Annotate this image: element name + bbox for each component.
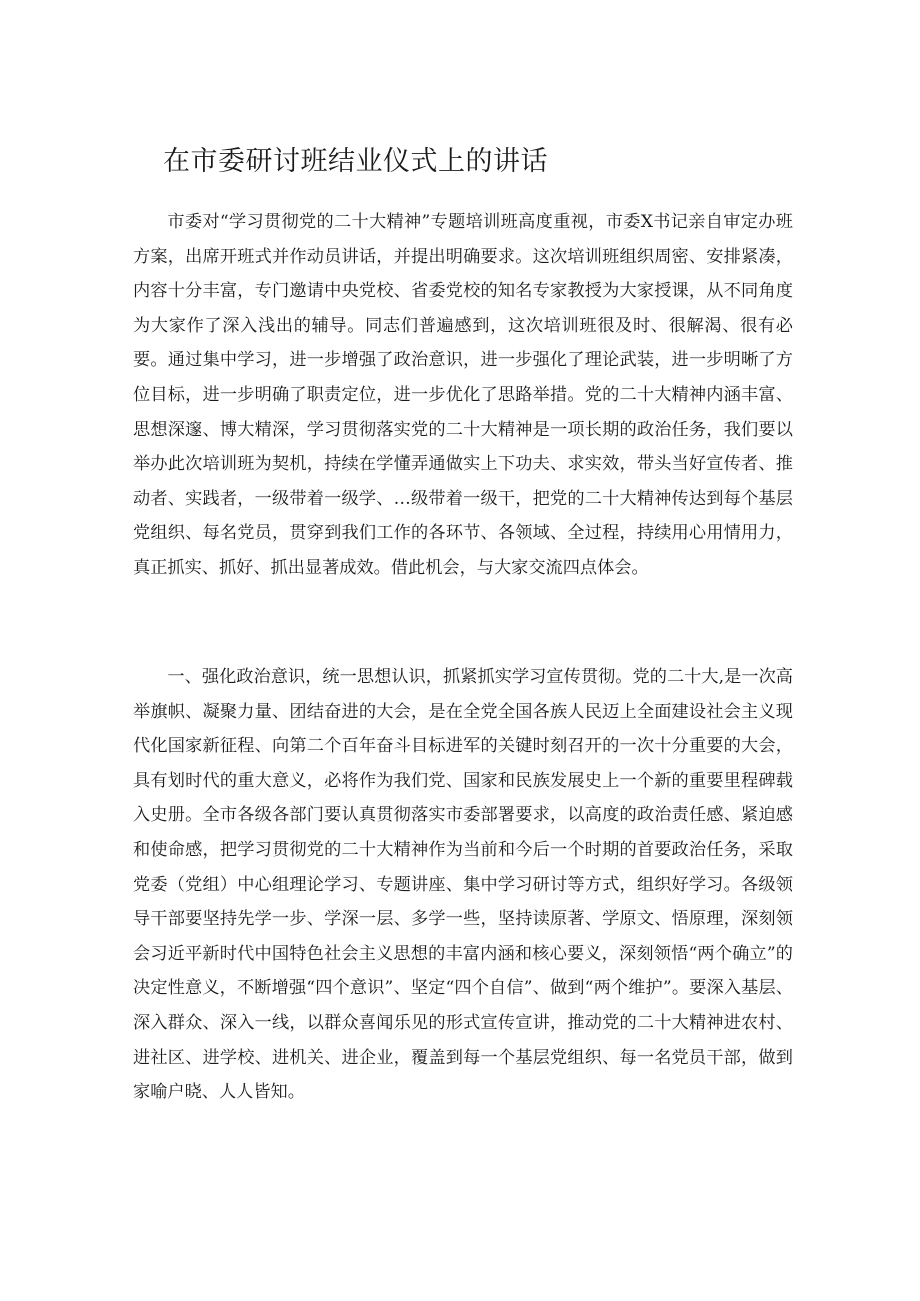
body-paragraph-2: 一、强化政治意识，统一思想认识，抓紧抓实学习宣传贯彻。党的二十大,是一次高举旗帜、凝聚力量、团结奋进的大会，是在全党全国各族人民迈上全面建设社会主义现代化国家新征程、向第二个百年奋斗目标进军的关键时刻召开的一次十分重要的大会，具有划时代的重大意义，必将作为我们党、国家和民族发展史上一个新的重要里程碑载入史册。全市各级各部门要认真贯彻落实市委部署要求，以高度的政治责任感、紧迫感和使命感，把学习贯彻党的二十大精神作为当前和今后一个时期的首要政治任务，采取党委（党组）中心组理论学习、专题讲座、集中学习研讨等方式，组织好学习。各级领导干部要坚持先学一步、学深一层、多学一些，坚持读原著、学原文、悟原理，深刻领会习近平新时代中国特色社会主义思想的丰富内涵和核心要义，深刻领悟“两个确立”的决定性意义，不断增强“四个意识”、坚定“四个自信”、做到“两个维护”。要深入基层、深入群众、深入一线，以群众喜闻乐见的形式宣传宣讲，推动党的二十大精神进农村、进社区、进学校、进机关、进企业，覆盖到每一个基层党组织、每一名党员干部，做到家喻户晓、人人皆知。 [133, 667, 793, 1103]
body-paragraph-1: 市委对“学习贯彻党的二十大精神”专题培训班高度重视，市委X书记亲自审定办班方案，出席开班式并作动员讲话，并提出明确要求。这次培训班组织周密、安排紧凑，内容十分丰富，专门邀请中央党校、省委党校的知名专家教授为大家授课，从不同角度为大家作了深入浅出的辅导。同志们普遍感到，这次培训班很及时、很解渴、很有必要。通过集中学习，进一步增强了政治意识，进一步强化了理论武装，进一步明晰了方位目标，进一步明确了职责定位，进一步优化了思路举措。党的二十大精神内涵丰富、思想深邃、博大精深，学习贯彻落实党的二十大精神是一项长期的政治任务，我们要以举办此次培训班为契机，持续在学懂弄通做实上下功夫、求实效，带头当好宣传者、推动者、实践者，一级带着一级学、…级带着一级干，把党的二十大精神传达到每个基层党组织、每名党员，贯穿到我们工作的各环节、各领域、全过程，持续用心用情用力，真正抓实、抓好、抓出显著成效。借此机会，与大家交流四点体会。 [133, 212, 793, 578]
document-title: 在市委研讨班结业仪式上的讲话 [163, 146, 548, 177]
